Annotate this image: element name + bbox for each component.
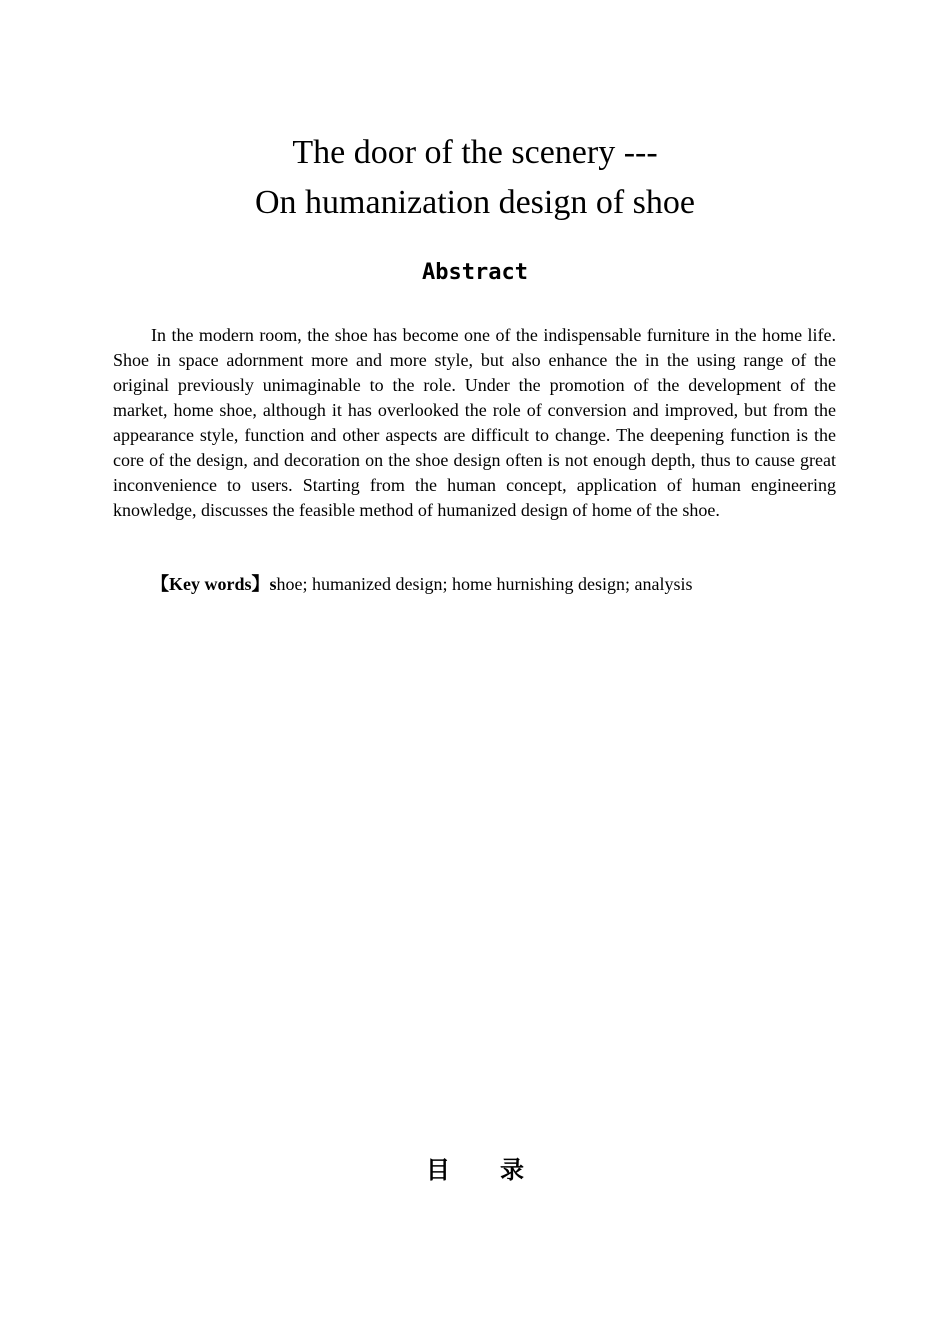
toc-heading-char-1: 目: [426, 1156, 450, 1184]
table-of-contents-heading: [0, 1152, 950, 1188]
title-line-1: The door of the scenery ---: [292, 134, 658, 171]
keywords-first-letter: s: [269, 574, 277, 594]
keywords-text: hoe; humanized design; home hurnishing design; analysis: [276, 574, 693, 594]
toc-heading-char-2: 录: [500, 1156, 524, 1184]
paper-title: [0, 128, 950, 228]
keywords-line: [151, 572, 851, 597]
title-line-2: On humanization design of shoe: [254, 184, 696, 221]
abstract-paragraph: In the modern room, the shoe has become one of the indispensable furniture in the home life. Shoe in space adornment more and more style, but also enhance the in the using range of the original previously unimaginable to the role. Under the promotion of the development of the market, home shoe, although it has overlooked the role of conversion and improved, but from the appearance style, function and other aspects are difficult to change. The deepening function is the core of the design, and decoration on the shoe design often is not enough depth, thus to cause great inconvenience to users. Starting from the human concept, application of human engineering knowledge, discusses the feasible method of humanized design of home of the shoe.: [113, 325, 836, 520]
abstract-heading: Abstract: [422, 260, 528, 285]
keywords-label: 【Key words】: [151, 574, 270, 594]
